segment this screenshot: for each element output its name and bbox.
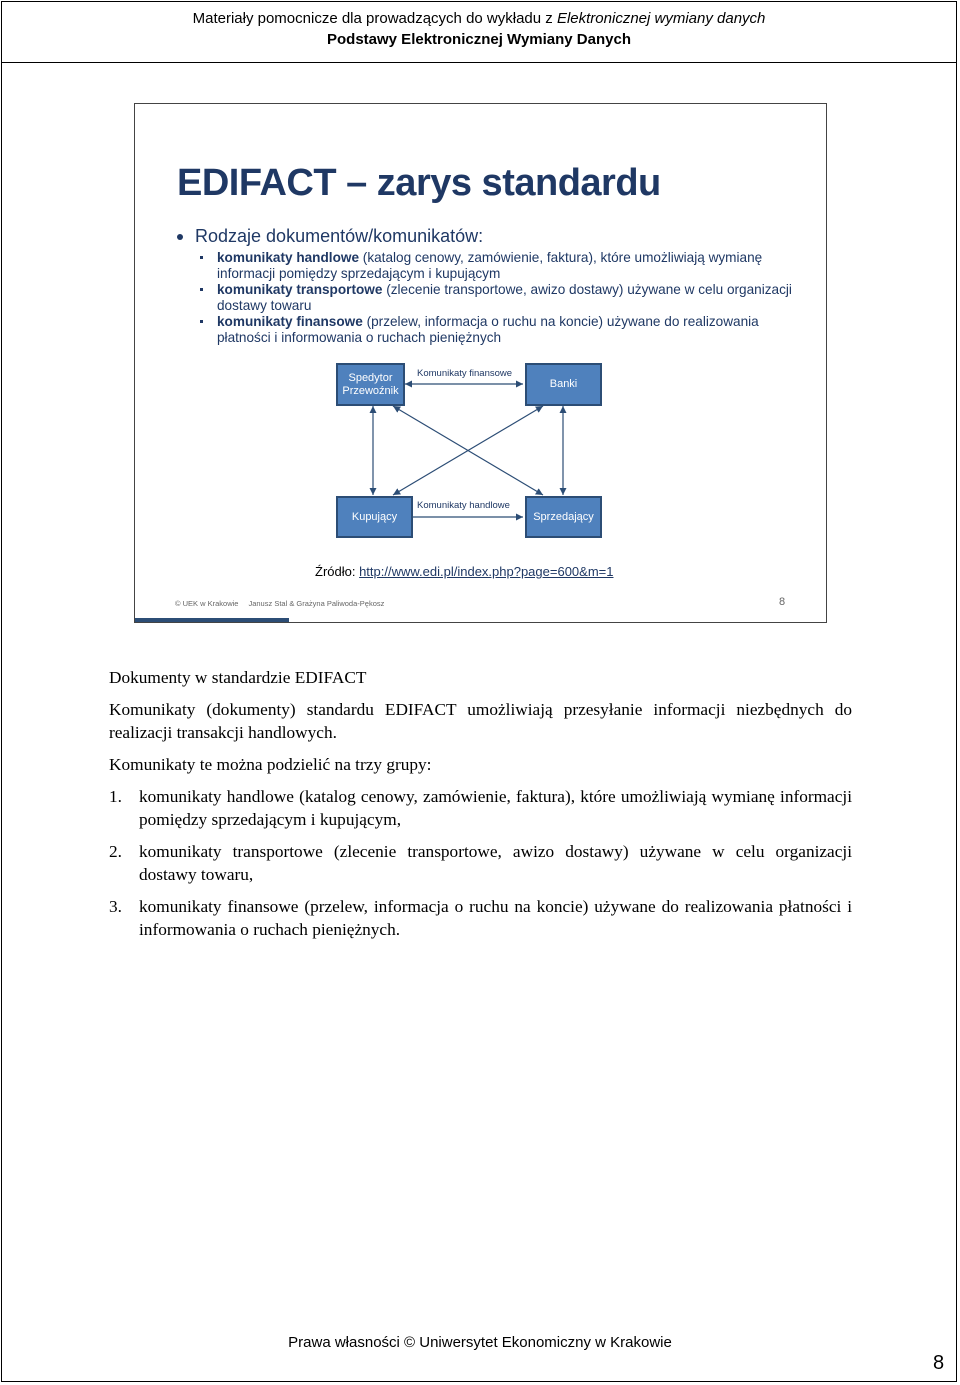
node-carrier (336, 363, 405, 406)
node-buyer-label: Kupujący (351, 510, 398, 523)
slide-item-bold: komunikaty transportowe (217, 282, 383, 297)
page-footer: Prawa własności © Uniwersytet Ekonomiczny w Krakowie (288, 1334, 672, 1351)
slide-item-text: (zlecenie transportowe, awizo dostawy) używane w celu organizacji dostawy towaru (217, 282, 792, 313)
node-banks (525, 363, 602, 406)
page-number: 8 (933, 1352, 945, 1374)
paragraph: Komunikaty te można podzielić na trzy grupy: (109, 755, 432, 774)
header-line1-text: Materiały pomocnicze dla prowadzących do wykładu z (192, 10, 557, 27)
list-item-number: 2. (109, 842, 122, 861)
slide-item-text: (katalog cenowy, zamówienie, faktura), które umożliwiają wymianę informacji pomiędzy sprzedającym i kupującym (217, 250, 763, 281)
node-seller-label: Sprzedający (533, 510, 594, 523)
slide-source-label: Źródło: (315, 564, 360, 579)
paragraph: Komunikaty (dokumenty) standardu EDIFACT umożliwiają przesyłanie informacji niezbędnych do realizacji transakcji handlowych. (109, 700, 852, 742)
node-buyer (336, 496, 413, 538)
header-line2: Podstawy Elektronicznej Wymiany Danych (327, 31, 631, 48)
node-carrier-line1: Spedytor (348, 371, 393, 384)
document-body (109, 666, 852, 950)
slide-footer-org: © UEK w Krakowie (175, 599, 239, 608)
message-flow-diagram (135, 104, 828, 624)
slide-item-bold: komunikaty finansowe (217, 314, 363, 329)
list-item-text: komunikaty finansowe (przelew, informacja o ruchu na koncie) używane do realizowania płatności i informowania o ruchach pieniężnych. (139, 897, 852, 939)
slide-source (315, 564, 613, 579)
slide-bullet-heading: Rodzaje dokumentów/komunikatów: (173, 226, 793, 247)
list-item-number: 3. (109, 897, 122, 916)
list-item-text: komunikaty transportowe (zlecenie transportowe, awizo dostawy) używane w celu organizacji dostawy towaru, (139, 842, 852, 884)
slide-footer (175, 599, 384, 608)
list-item (109, 785, 852, 831)
slide-image (134, 103, 827, 623)
message-groups-list (109, 785, 852, 941)
header-line1 (2, 8, 956, 29)
list-item-number: 1. (109, 787, 122, 806)
node-banks-label: Banki (549, 378, 578, 390)
list-item-text: komunikaty handlowe (katalog cenowy, zamówienie, faktura), które umożliwiają wymianę informacji pomiędzy sprzedającym i kupującym, (139, 787, 852, 829)
slide-item-bold: komunikaty handlowe (217, 250, 360, 265)
edge-label-financial: Komunikaty finansowe (417, 368, 513, 379)
header-line1-italic: Elektronicznej wymiany danych (556, 10, 766, 27)
edge-label-trade: Komunikaty handlowe (417, 500, 510, 511)
slide-accent-bar (135, 618, 289, 622)
node-seller (525, 496, 602, 538)
node-carrier-line2: Przewoźnik (342, 384, 399, 397)
list-item (109, 895, 852, 941)
slide-footer-authors: Janusz Stal & Grażyna Paliwoda-Pękosz (248, 599, 385, 608)
slide-number: 8 (779, 596, 786, 608)
slide-item-text: (przelew, informacja o ruchu na koncie) używane do realizowania płatności i informowania o ruchach pieniężnych (217, 314, 759, 345)
list-item (109, 840, 852, 886)
slide-title: EDIFACT – zarys standardu (177, 162, 661, 204)
page-header (2, 2, 956, 63)
section-heading: Dokumenty w standardzie EDIFACT (109, 668, 367, 687)
slide-source-link[interactable]: http://www.edi.pl/index.php?page=600&m=1 (359, 564, 614, 579)
